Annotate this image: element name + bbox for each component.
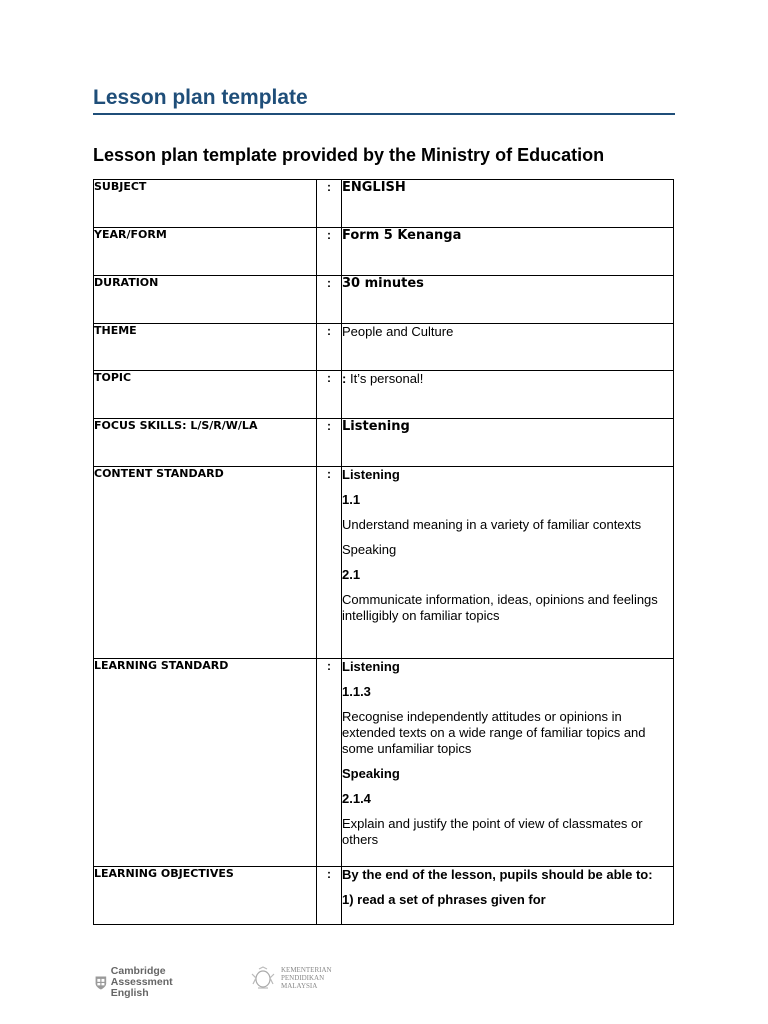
table-row-learning-standard [94, 659, 674, 867]
content-standard-heading-listening: Listening [342, 467, 400, 482]
content-standard-label: CONTENT STANDARD [94, 467, 317, 659]
document-subtitle: Lesson plan template provided by the Ministry of Education [93, 145, 605, 165]
learning-standard-value [342, 659, 674, 867]
content-standard-code: 1.1 [342, 492, 361, 507]
learning-standard-code: 2.1.4 [342, 791, 371, 806]
learning-objectives-value [342, 867, 674, 925]
colon: : [317, 419, 342, 467]
focus-skills-label: FOCUS SKILLS: L/S/R/W/LA [94, 419, 317, 467]
focus-skills-value: Listening [342, 419, 674, 467]
colon: : [317, 276, 342, 324]
table-row-duration [94, 276, 674, 324]
cambridge-assessment-logo [95, 966, 181, 999]
table-row-learning-objectives [94, 867, 674, 925]
theme-label: THEME [94, 324, 317, 371]
colon: : [317, 659, 342, 867]
learning-objectives-label: LEARNING OBJECTIVES [94, 867, 317, 925]
malaysia-crest-icon [249, 966, 277, 990]
table-row-focus-skills [94, 419, 674, 467]
kpm-logo [249, 966, 332, 990]
kpm-logo-line1: KEMENTERIAN [281, 966, 332, 974]
table-row-theme [94, 324, 674, 371]
kpm-logo-line3: MALAYSIA [281, 982, 318, 990]
topic-label: TOPIC [94, 371, 317, 419]
subject-value: ENGLISH [342, 180, 674, 228]
kpm-logo-line2: PENDIDIKAN [281, 974, 325, 982]
content-standard-text: Communicate information, ideas, opinions and feelings intelligibly on familiar topics [342, 592, 658, 623]
table-row-topic [94, 371, 674, 419]
colon: : [317, 324, 342, 371]
duration-value: 30 minutes [342, 276, 674, 324]
colon: : [317, 180, 342, 228]
content-standard-value [342, 467, 674, 659]
learning-standard-heading-listening: Listening [342, 659, 400, 674]
learning-standard-label: LEARNING STANDARD [94, 659, 317, 867]
colon: : [317, 467, 342, 659]
learning-objectives-intro: By the end of the lesson, pupils should be able to: [342, 867, 653, 882]
table-row-subject [94, 180, 674, 228]
learning-standard-text: Explain and justify the point of view of classmates or others [342, 816, 643, 847]
table-row-year-form [94, 228, 674, 276]
learning-standard-text: Recognise independently attitudes or opinions in extended texts on a wide range of familiar topics and some unfamiliar topics [342, 709, 646, 756]
cambridge-logo-line2: English [110, 987, 149, 999]
learning-objectives-item: 1) read a set of phrases given for [342, 892, 546, 907]
subject-label: SUBJECT [94, 180, 317, 228]
topic-colon: : [342, 371, 347, 386]
cambridge-logo-line1: Cambridge Assessment [110, 965, 173, 988]
learning-standard-heading-speaking: Speaking [342, 766, 400, 781]
topic-text: It’s personal! [346, 371, 424, 386]
learning-standard-code: 1.1.3 [342, 684, 371, 699]
colon: : [317, 228, 342, 276]
duration-label: DURATION [94, 276, 317, 324]
content-standard-text: Understand meaning in a variety of familiar contexts [342, 517, 642, 532]
content-standard-code: 2.1 [342, 567, 361, 582]
content-standard-heading-speaking: Speaking [342, 542, 397, 557]
year-form-label: YEAR/FORM [94, 228, 317, 276]
theme-value: People and Culture [342, 324, 674, 371]
colon: : [317, 371, 342, 419]
document-title: Lesson plan template [93, 86, 675, 115]
topic-value [342, 371, 674, 419]
table-row-content-standard [94, 467, 674, 659]
cambridge-shield-icon [95, 971, 107, 995]
year-form-value: Form 5 Kenanga [342, 228, 674, 276]
lesson-plan-table [93, 179, 674, 925]
colon: : [317, 867, 342, 925]
